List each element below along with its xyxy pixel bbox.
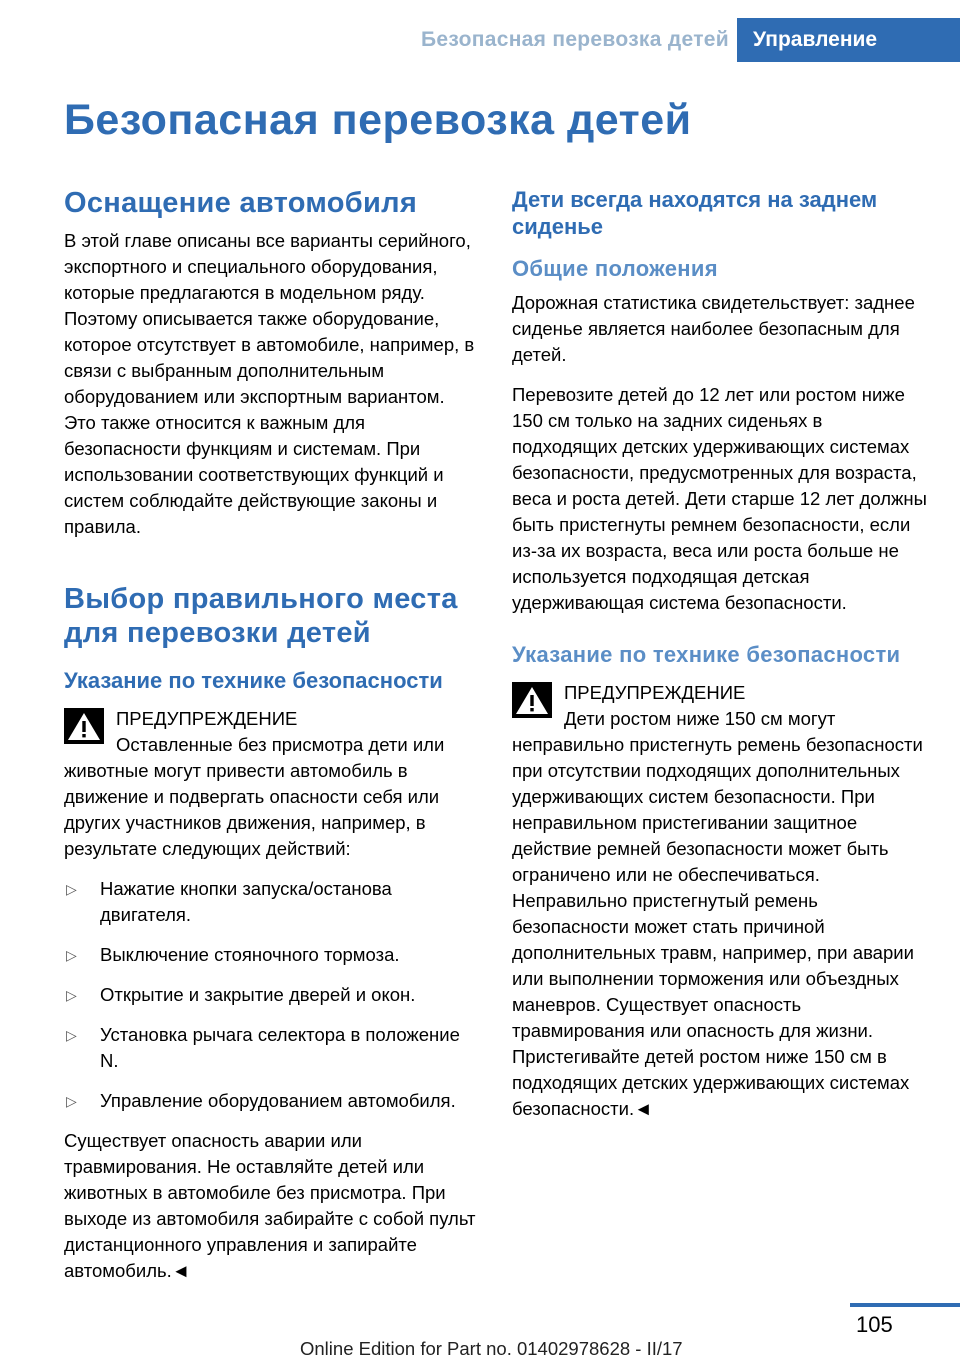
paragraph-statistics: Дорожная статистика свидетельствует: заднее сиденье является наиболее безопасным для детей. bbox=[512, 292, 915, 365]
heading-safety-note-right: Указание по технике безопасности bbox=[512, 642, 901, 667]
warning-triangle-icon bbox=[512, 682, 552, 718]
list-item: ▷ Открытие и закрытие дверей и окон. bbox=[64, 982, 476, 1008]
list-item: ▷ Управление оборудованием автомобиля. bbox=[64, 1088, 476, 1114]
warning-block bbox=[64, 706, 476, 862]
triangle-right-icon: ▷ bbox=[66, 947, 77, 963]
triangle-right-icon: ▷ bbox=[66, 1027, 77, 1043]
page-number: 105 bbox=[856, 1312, 893, 1337]
heading-general: Общие положения bbox=[512, 256, 718, 281]
action-list bbox=[64, 876, 476, 1114]
heading-safety-note: Указание по технике безопасности bbox=[64, 668, 443, 693]
paragraph-risk: Существует опасность аварии или травмирования. Не оставляйте детей или животных в автомобиле без присмотра. При выходе из автомобиля забирайте с собой пульт дистанционного управления и запирайте автомобиль.◄ bbox=[64, 1130, 476, 1281]
triangle-right-icon: ▷ bbox=[66, 1093, 77, 1109]
left-column bbox=[64, 186, 476, 1284]
paragraph-equipment: В этой главе описаны все варианты серийного, экспортного и специального оборудования, которые предлагаются в модельном ряду. Поэтому описывается также оборудование, которое отсутствует в автомобиле, например, в связи с выбранным дополнительным оборудованием или экспортным вариантом. Это также относится к важным для безопасности функциям и системам. При использовании соответствующих функций и систем соблюдайте действующие законы и правила. bbox=[64, 230, 475, 537]
heading-rear-seat: Дети всегда находятся на заднем сиденье bbox=[512, 187, 878, 239]
triangle-right-icon: ▷ bbox=[66, 881, 77, 897]
heading-choose-place: Выбор правильного места для перевозки детей bbox=[64, 583, 458, 649]
edition-note: Online Edition for Part no. 01402978628 - II/17 bbox=[300, 1338, 683, 1359]
page-title: Безопасная перевозка детей bbox=[64, 96, 692, 144]
heading-equipment: Оснащение автомобиля bbox=[64, 187, 418, 219]
header-chapter-tab[interactable]: Управление bbox=[737, 18, 960, 62]
warning-label: ПРЕДУПРЕЖДЕНИЕ bbox=[564, 682, 746, 703]
triangle-right-icon: ▷ bbox=[66, 987, 77, 1003]
warning-block-right bbox=[512, 680, 927, 1122]
paragraph-transport-rules: Перевозите детей до 12 лет или ростом ниже 150 см только на задних сиденьях в подходящих детских удерживающих системах безопасности, предусмотренных для возраста, веса и роста детей. Дети старше 12 лет должны быть пристегнуты ремнем безопасности, если из-за их возраста, веса или роста больше не используется подходящая детская удерживающая система безопасности. bbox=[512, 384, 927, 613]
footer-accent-line bbox=[850, 1303, 960, 1307]
warning-text: Дети ростом ниже 150 см могут неправильно пристегнуть ремень безопасности при отсутствии подходящих дополнительных удерживающих систем безопасности. При неправильном пристегивании защитное действие ремней безопасности может быть ограничено или не обеспечиваться. Неправильно пристегнутый ремень безопасности может стать причиной дополнительных травм, например, при аварии или выполнении торможения или объездных маневров. Существует опасность травмирования или опасность для жизни. Пристегивайте детей ростом ниже 150 см в подходящих детских удерживающих системах безопасности.◄ bbox=[512, 708, 923, 1119]
right-column bbox=[512, 186, 927, 1122]
list-item: ▷ Выключение стояночного тормоза. bbox=[64, 942, 476, 968]
warning-label: ПРЕДУПРЕЖДЕНИЕ bbox=[116, 708, 298, 729]
warning-text: Оставленные без присмотра дети или животные могут привести автомобиль в движение и подвергать опасности себя или других участников движения, например, в результате следующих действий: bbox=[64, 734, 445, 859]
header-section-title: Безопасная перевозка детей bbox=[421, 28, 729, 51]
list-item: ▷ Нажатие кнопки запуска/останова двигателя. bbox=[66, 878, 392, 925]
warning-triangle-icon bbox=[64, 708, 104, 744]
page-header bbox=[0, 0, 960, 62]
list-item: ▷ Установка рычага селектора в положение N. bbox=[66, 1024, 460, 1071]
